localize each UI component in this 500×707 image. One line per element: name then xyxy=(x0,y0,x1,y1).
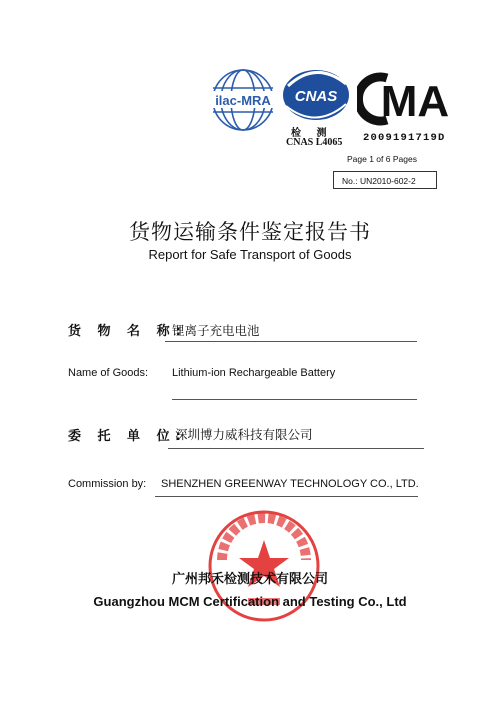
goods-label-en: Name of Goods: xyxy=(68,367,149,379)
issuer-name-cn: 广州邦禾检测技术有限公司 xyxy=(171,572,328,587)
goods-en-underline xyxy=(172,399,417,400)
svg-text:ilac-MRA: ilac-MRA xyxy=(215,93,271,108)
cma-certificate-number: 2009191719D xyxy=(363,132,446,144)
page-info: Page 1 of 6 Pages xyxy=(347,154,417,164)
goods-value-en: Lithium-ion Rechargeable Battery xyxy=(172,367,336,379)
report-title-en: Report for Safe Transport of Goods xyxy=(148,247,352,262)
commission-label-cn: 委 托 单 位: xyxy=(68,429,187,444)
ilac-mra-logo xyxy=(205,66,281,136)
commission-value-cn: 深圳博力威科技有限公司 xyxy=(175,427,313,442)
goods-cn-underline xyxy=(165,341,417,342)
cnas-cn-label: 检 测 xyxy=(291,128,333,139)
commission-value-en: SHENZHEN GREENWAY TECHNOLOGY CO., LTD. xyxy=(161,478,419,490)
cma-logo xyxy=(357,72,449,126)
svg-text:CNAS: CNAS xyxy=(294,88,338,105)
issuer-name-en: Guangzhou MCM Certification and Testing Co., Ltd xyxy=(93,594,407,609)
report-title-cn: 货物运输条件鉴定报告书 xyxy=(129,220,371,244)
commission-label-en: Commission by: xyxy=(68,478,147,490)
goods-label-cn: 货 物 名 称: xyxy=(68,324,187,339)
commission-en-underline xyxy=(155,496,418,497)
svg-text:MA: MA xyxy=(380,77,449,126)
cnas-accreditation-number: CNAS L4065 xyxy=(286,137,343,148)
commission-cn-underline xyxy=(168,448,424,449)
report-number-box: No.: UN2010-602-2 xyxy=(333,171,437,189)
goods-value-cn: 锂离子充电电池 xyxy=(172,323,260,338)
cnas-logo xyxy=(280,66,352,124)
